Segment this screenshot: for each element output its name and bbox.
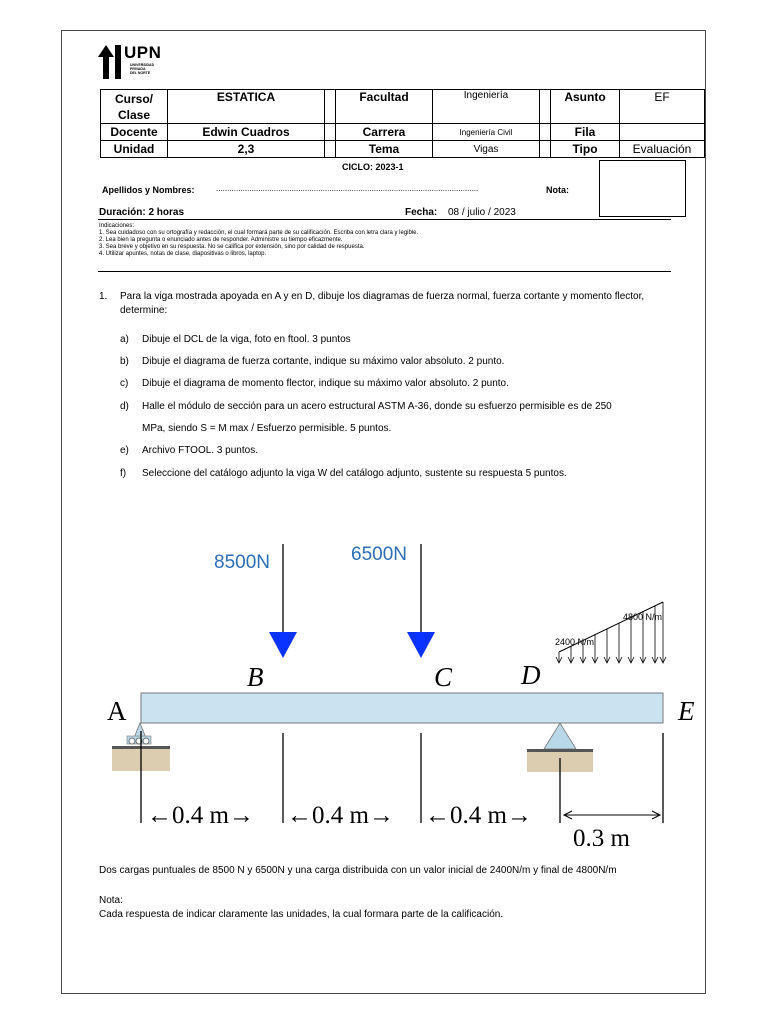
dist-end-label: 4800 N/m bbox=[623, 612, 663, 622]
item-letter: d) bbox=[120, 401, 129, 412]
indicaciones-block bbox=[99, 223, 659, 258]
facultad-label: Facultad bbox=[336, 90, 433, 124]
logo-subtitle: UNIVERSIDAD PRIVADA DEL NORTE bbox=[130, 63, 155, 75]
load-c-label: 6500N bbox=[351, 544, 407, 565]
indicacion-item: 1. Sea cuidadoso con su ortografía y redacción, el cual formará parte de su calificación. Escriba con letra clara y legible. bbox=[99, 230, 419, 236]
curso-label: Curso/ Clase bbox=[101, 90, 168, 124]
item-text-continued: MPa, siendo S = M max / Esfuerzo permisible. 5 puntos. bbox=[142, 423, 392, 434]
point-c-label: C bbox=[434, 662, 453, 692]
point-d-label: D bbox=[521, 660, 541, 690]
item-text: Seleccione del catálogo adjunto la viga W del catálogo adjunto, sustente su respuesta 5 puntos. bbox=[142, 468, 567, 479]
item-text: Dibuje el diagrama de fuerza cortante, indique su máximo valor absoluto. 2 punto. bbox=[142, 356, 505, 367]
divider-bottom bbox=[98, 271, 671, 272]
dist-start-label: 2400 N/m bbox=[555, 637, 595, 647]
docente-value: Edwin Cuadros bbox=[168, 124, 325, 141]
curso-value: ESTATICA bbox=[168, 90, 325, 124]
item-text: Dibuje el diagrama de momento flector, indique su máximo valor absoluto. 2 punto. bbox=[142, 378, 509, 389]
tema-value: Vigas bbox=[433, 141, 540, 158]
load-arrow-b bbox=[269, 544, 297, 658]
fecha-label: Fecha: bbox=[405, 207, 438, 218]
point-a-label: A bbox=[107, 696, 127, 726]
problem-description: Dos cargas puntuales de 8500 N y 6500N y una carga distribuida con un valor inicial de 2400N/m y final de 4800N/m bbox=[99, 865, 617, 876]
duracion-text: Duración: 2 horas bbox=[99, 207, 185, 218]
ciclo-text: CICLO: 2023-1 bbox=[342, 162, 404, 172]
logo-name: UPN bbox=[124, 43, 162, 62]
question-text: Para la viga mostrada apoyada en A y en D, dibuje los diagramas de fuerza normal, fuerza cortante y momento flector, determine: bbox=[120, 291, 645, 316]
item-letter: a) bbox=[120, 334, 129, 345]
fila-value bbox=[620, 124, 705, 141]
dim-label-2: ←0.4 m→ bbox=[287, 802, 394, 829]
point-b-label: B bbox=[247, 662, 264, 692]
header-table bbox=[100, 89, 705, 158]
item-text: Halle el módulo de sección para un acero estructural ASTM A-36, donde su esfuerzo permisible es de 250 bbox=[142, 401, 612, 412]
item-text: Dibuje el DCL de la viga, foto en ftool. 3 puntos bbox=[142, 334, 351, 345]
indicacion-item: 4. Utilizar apuntes, notas de clase, diapositivas o libros, laptop. bbox=[99, 251, 267, 257]
load-arrow-c bbox=[407, 544, 435, 658]
tipo-value: Evaluación bbox=[620, 141, 705, 158]
load-b-label: 8500N bbox=[214, 552, 270, 573]
fila-label: Fila bbox=[551, 124, 620, 141]
item-letter: e) bbox=[120, 445, 129, 456]
item-letter: c) bbox=[120, 378, 129, 389]
docente-label: Docente bbox=[101, 124, 168, 141]
dim-arrow-4 bbox=[564, 811, 660, 819]
logo-arrow-icon bbox=[98, 45, 124, 79]
indicaciones-title: Indicaciones: bbox=[99, 223, 135, 229]
beam bbox=[141, 693, 663, 723]
nota-label: Nota: bbox=[546, 185, 569, 195]
exam-page bbox=[61, 30, 706, 994]
apellidos-dots: ...................................................................................................................... bbox=[216, 184, 479, 193]
dim-label-3: ←0.4 m→ bbox=[425, 802, 532, 829]
nota-title: Nota: bbox=[99, 895, 123, 906]
unidad-label: Unidad bbox=[101, 141, 168, 158]
item-text: Archivo FTOOL. 3 puntos. bbox=[142, 445, 258, 456]
nota-text: Cada respuesta de indicar claramente las unidades, la cual formara parte de la calificación. bbox=[99, 909, 504, 920]
beam-diagram bbox=[107, 536, 707, 846]
carrera-label: Carrera bbox=[336, 124, 433, 141]
indicacion-item: 2. Lea bien la pregunta o enunciado antes de responder. Administre su tiempo eficazmente. bbox=[99, 237, 343, 243]
divider-top bbox=[98, 219, 671, 220]
asunto-label: Asunto bbox=[551, 90, 620, 124]
item-letter: b) bbox=[120, 356, 129, 367]
asunto-value: EF bbox=[620, 90, 705, 124]
unidad-value: 2,3 bbox=[168, 141, 325, 158]
dim-label-4: 0.3 m bbox=[573, 825, 630, 846]
dim-label-1: ←0.4 m→ bbox=[147, 802, 254, 829]
carrera-value: Ingeniería Civil bbox=[433, 124, 540, 141]
indicacion-item: 3. Sea breve y objetivo en su respuesta. No se califica por extensión, sino por calidad de respuesta. bbox=[99, 244, 365, 250]
grade-box bbox=[599, 160, 686, 217]
tipo-label: Tipo bbox=[551, 141, 620, 158]
point-e-label: E bbox=[678, 696, 695, 726]
facultad-value: Ingeniería bbox=[433, 90, 540, 124]
tema-label: Tema bbox=[336, 141, 433, 158]
question-number: 1. bbox=[99, 291, 108, 302]
item-letter: f) bbox=[120, 468, 127, 479]
apellidos-label: Apellidos y Nombres: bbox=[102, 185, 195, 195]
fecha-value: 08 / julio / 2023 bbox=[448, 207, 516, 218]
upn-logo bbox=[98, 41, 178, 81]
